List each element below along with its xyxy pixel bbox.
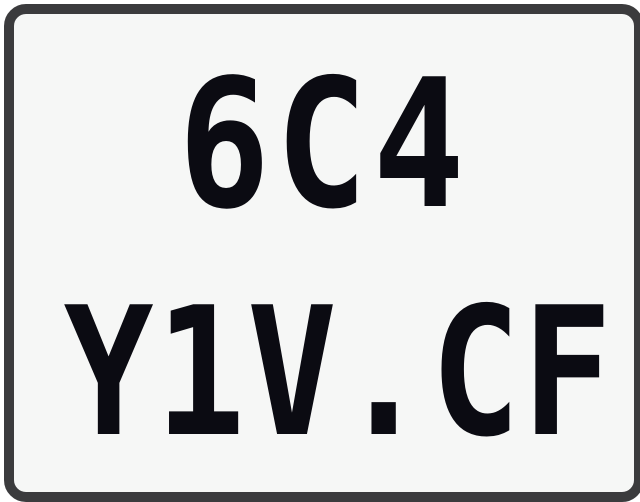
license-plate [4, 4, 640, 502]
plate-line-2: Y1V.CF [63, 269, 614, 476]
plate-line-1: 6C4 [178, 41, 470, 248]
